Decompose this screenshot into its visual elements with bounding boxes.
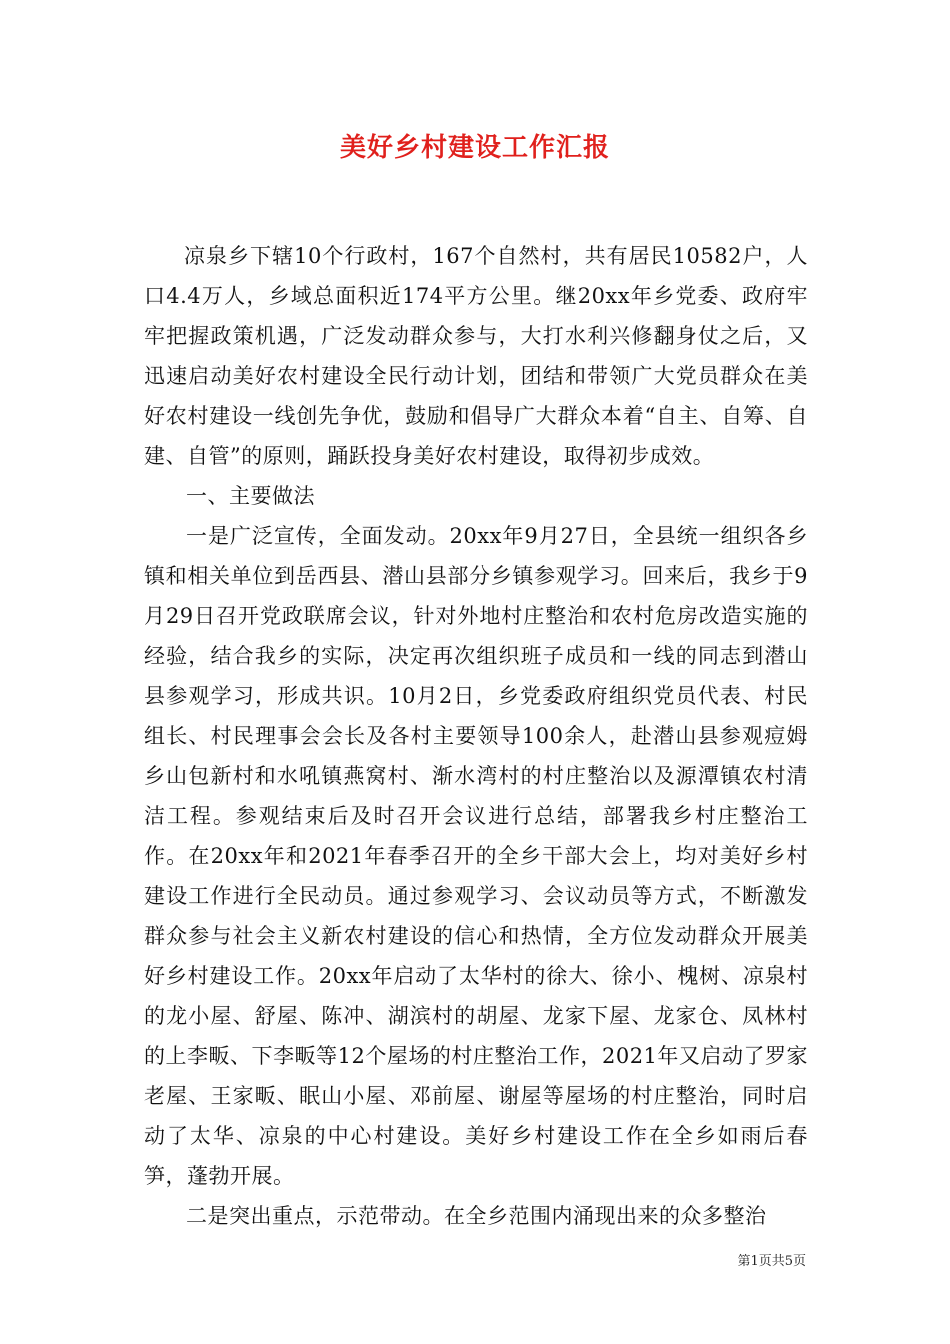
document-body [144, 236, 808, 1236]
section-heading: 一、主要做法 [186, 484, 315, 508]
body-paragraph: 一是广泛宣传，全面发动。20xx年9月27日，全县统一组织各乡镇和相关单位到岳西县、潜山县部分乡镇参观学习。回来后，我乡于9月29日召开党政联席会议，针对外地村庄整治和农村危房改造实施的经验，结合我乡的实际，决定再次组织班子成员和一线的同志到潜山县参观学习，形成共识。10月2日，乡党委政府组织党员代表、村民组长、村民理事会会长及各村主要领导100余人，赴潜山县参观痘姆乡山包新村和水吼镇燕窝村、渐水湾村的村庄整治以及源潭镇农村清洁工程。参观结束后及时召开会议进行总结，部署我乡村庄整治工作。在20xx年和2021年春季召开的全乡干部大会上，均对美好乡村建设工作进行全民动员。通过参观学习、会议动员等方式，不断激发群众参与社会主义新农村建设的信心和热情，全方位发动群众开展美好乡村建设工作。20xx年启动了太华村的徐大、徐小、槐树、凉泉村的龙小屋、舒屋、陈冲、湖滨村的胡屋、龙家下屋、龙家仓、凤林村的上李畈、下李畈等12个屋场的村庄整治工作，2021年又启动了罗家老屋、王家畈、眠山小屋、邓前屋、谢屋等屋场的村庄整治，同时启动了太华、凉泉的中心村建设。美好乡村建设工作在全乡如雨后春笋，蓬勃开展。 [144, 524, 808, 1188]
page-number: 第1页共5页 [737, 1254, 806, 1269]
document-title: 美好乡村建设工作汇报 [339, 133, 610, 163]
body-paragraph: 二是突出重点，示范带动。在全乡范围内涌现出来的众多整治 [186, 1204, 767, 1228]
intro-paragraph: 凉泉乡下辖10个行政村，167个自然村，共有居民10582户，人口4.4万人，乡域总面积近174平方公里。继20xx年乡党委、政府牢牢把握政策机遇，广泛发动群众参与，大打水利兴修翻身仗之后，又迅速启动美好农村建设全民行动计划，团结和带领广大党员群众在美好农村建设一线创先争优，鼓励和倡导广大群众本着“自主、自筹、自建、自管”的原则，踊跃投身美好农村建设，取得初步成效。 [144, 244, 808, 468]
